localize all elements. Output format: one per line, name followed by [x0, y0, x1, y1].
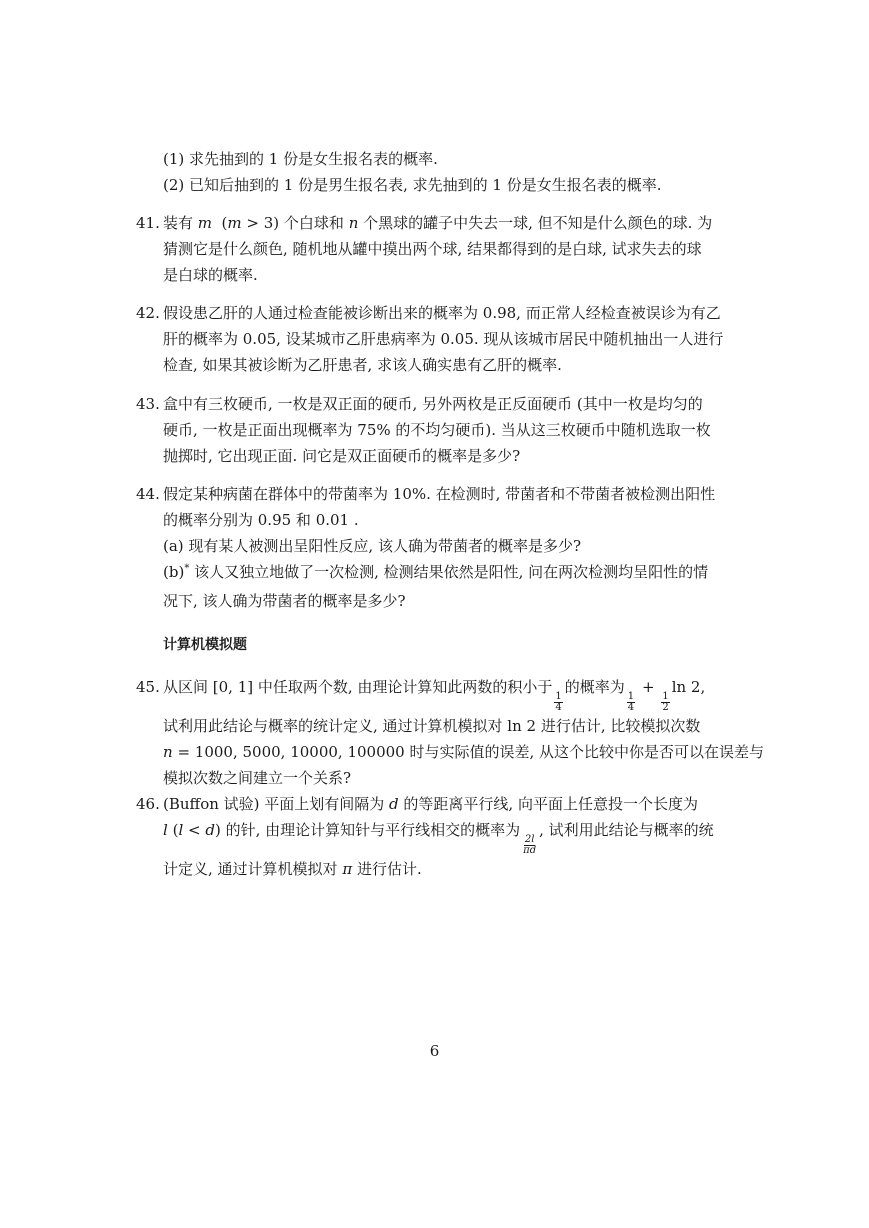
- problem-number: 43.: [136, 395, 160, 413]
- problem-number: 41.: [136, 214, 160, 232]
- text-line: 是白球的概率.: [163, 266, 258, 284]
- problem-text: [163, 300, 756, 378]
- text-line: 计定义, 通过计算机模拟对 π 进行估计.: [163, 860, 422, 878]
- text-line: 况下, 该人确为带菌者的概率是多少?: [163, 592, 406, 610]
- subitem-a: (a) 现有某人被测出呈阳性反应, 该人确为带菌者的概率是多少?: [163, 537, 581, 555]
- text-line: 硬币, 一枚是正面出现概率为 75% 的不均匀硬币). 当从这三枚硬币中随机选取一枚: [163, 421, 711, 439]
- problem-text: [163, 210, 756, 288]
- subitems-40: [163, 146, 756, 198]
- problem-text: [163, 391, 756, 469]
- problem-text: [163, 674, 764, 791]
- problem-45: [136, 674, 765, 791]
- text-line: n = 1000, 5000, 10000, 100000 时与实际值的误差, 从这个比较中你是否可以在误差与: [163, 743, 765, 761]
- fraction: $\frac{1}{4}$: [627, 691, 635, 713]
- text-line: 假定某种病菌在群体中的带菌率为 10%. 在检测时, 带菌者和不带菌者被检测出阳性: [163, 485, 716, 503]
- text-line: 抛掷时, 它出现正面. 问它是双正面硬币的概率是多少?: [163, 447, 521, 465]
- problem-number: 46.: [136, 795, 160, 813]
- text-line: (Buffon 试验) 平面上划有间隔为 d 的等距离平行线, 向平面上任意投一个长度为: [163, 795, 698, 813]
- text-line: 装有 m (m > 3) 个白球和 n 个黑球的罐子中失去一球, 但不知是什么颜色的球. 为: [163, 214, 713, 232]
- text-line: 的概率分别为 0.95 和 0.01 .: [163, 511, 359, 529]
- text-line: 从区间 [0, 1] 中任取两个数, 由理论计算知此两数的积小于 $\frac{1}{4}$ 的概率为 $\frac{1}{4}$ + $\frac{1}{2}$ ln 2,: [163, 678, 706, 713]
- fraction: $\frac{1}{2}$: [662, 691, 669, 713]
- problem-41: [136, 210, 756, 288]
- problem-44: [136, 481, 756, 614]
- section-title: 计算机模拟题: [163, 637, 247, 653]
- text-line: 猜测它是什么颜色, 随机地从罐中摸出两个球, 结果都得到的是白球, 试求失去的球: [163, 240, 702, 258]
- problem-42: [136, 300, 756, 378]
- page-number: 6: [429, 1042, 440, 1060]
- text-line: 检查, 如果其被诊断为乙肝患者, 求该人确实患有乙肝的概率.: [163, 356, 562, 374]
- problem-43: [136, 391, 756, 469]
- fraction: $\frac{1}{4}$: [555, 691, 562, 713]
- fraction: $\frac{2l}{\pi d}$: [523, 834, 537, 856]
- problem-46: [136, 791, 756, 882]
- text-line: 肝的概率为 0.05, 设某城市乙肝患病率为 0.05. 现从该城市居民中随机抽出一人进行: [163, 330, 724, 348]
- text-line: l (l < d) 的针, 由理论计算知针与平行线相交的概率为 $\frac{2l}{\pi d}$ , 试利用此结论与概率的统: [163, 821, 714, 856]
- text-line: 试利用此结论与概率的统计定义, 通过计算机模拟对 ln 2 进行估计, 比较模拟次数: [163, 717, 701, 735]
- problem-number: 42.: [136, 304, 160, 322]
- problem-text: [163, 481, 756, 614]
- problem-number: 45.: [136, 678, 160, 696]
- text-line: 盒中有三枚硬币, 一枚是双正面的硬币, 另外两枚是正反面硬币 (其中一枚是均匀的: [163, 395, 703, 413]
- text-line: 假设患乙肝的人通过检查能被诊断出来的概率为 0.98, 而正常人经检查被误诊为有乙: [163, 304, 721, 322]
- subitem-1: (1) 求先抽到的 1 份是女生报名表的概率.: [163, 150, 438, 168]
- problem-text: [163, 791, 756, 882]
- problem-number: 44.: [136, 485, 160, 503]
- subitem-2: (2) 已知后抽到的 1 份是男生报名表, 求先抽到的 1 份是女生报名表的概率.: [163, 176, 662, 194]
- subitem-b: (b)* 该人又独立地做了一次检测, 检测结果依然是阳性, 问在两次检测均呈阳性的情: [163, 563, 709, 581]
- text-line: 模拟次数之间建立一个关系?: [163, 769, 352, 787]
